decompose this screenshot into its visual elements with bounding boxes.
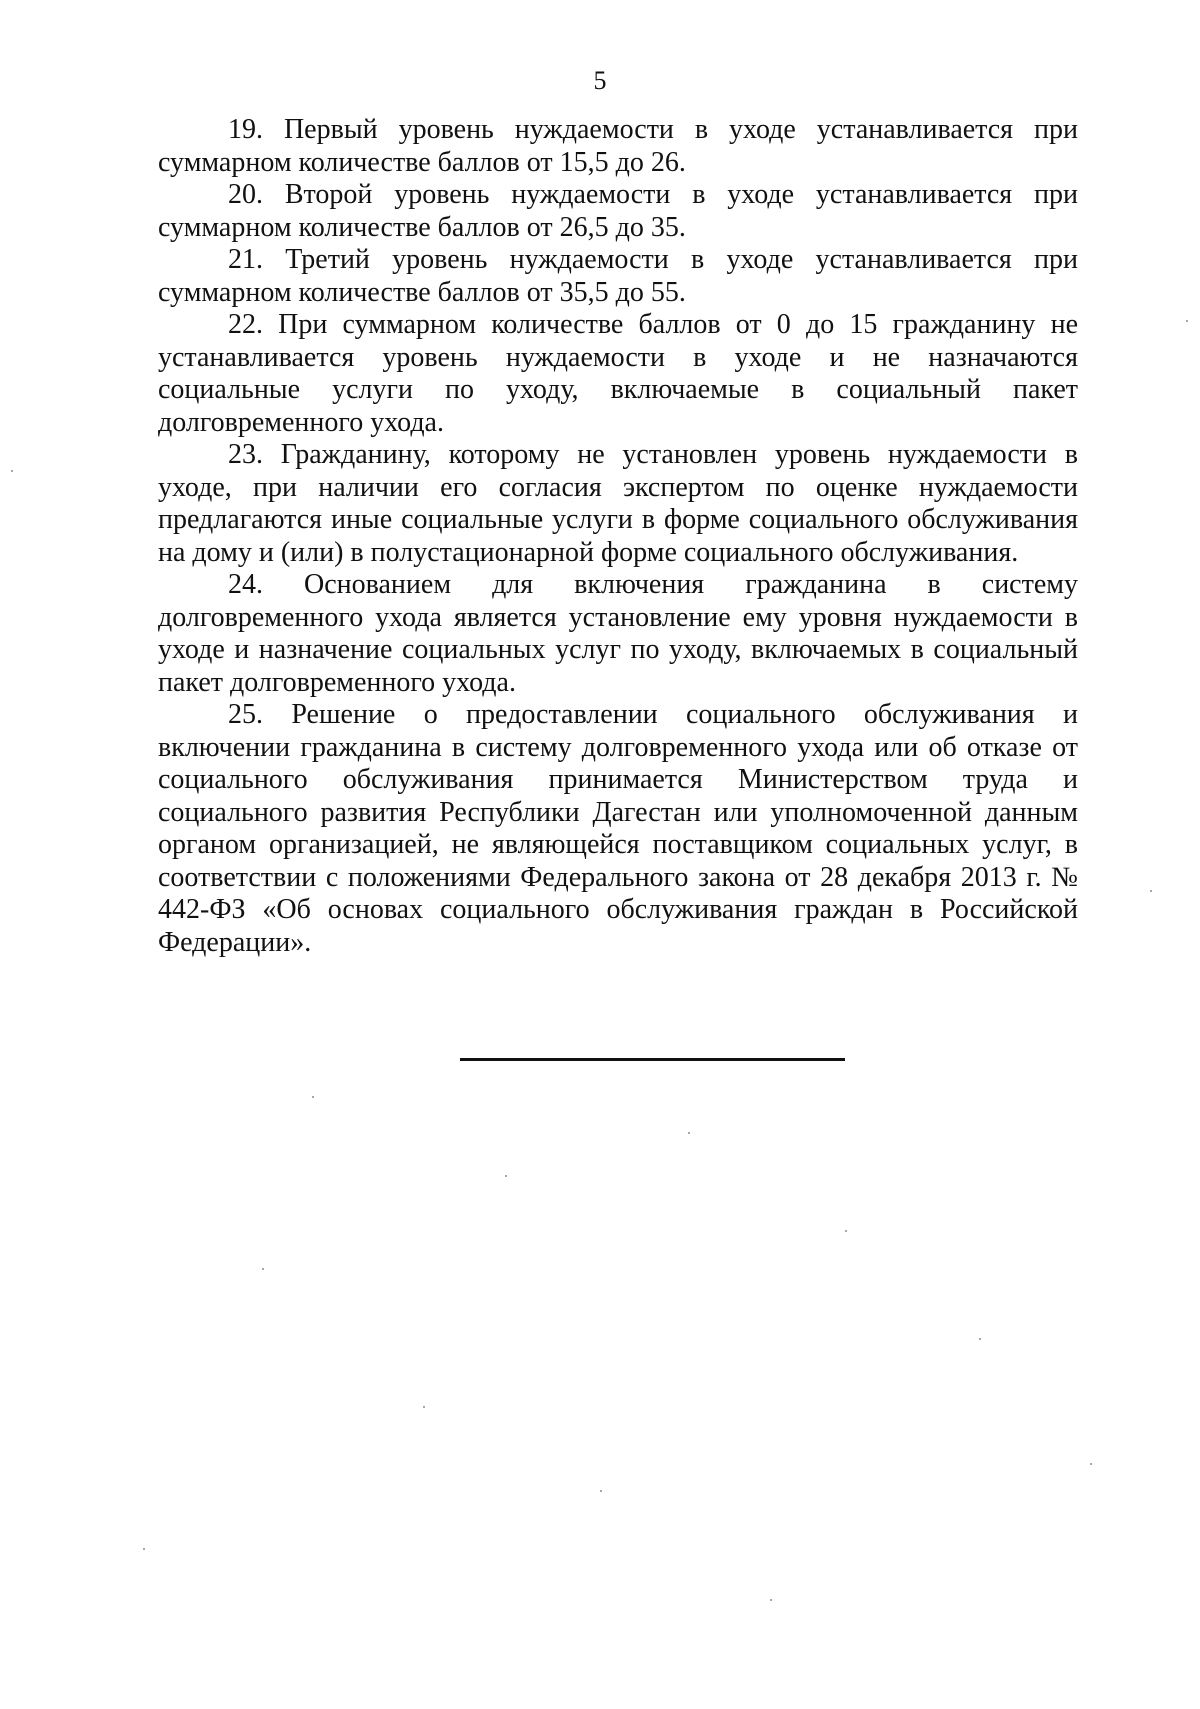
scan-speck — [1150, 890, 1152, 892]
paragraph-23: 23. Гражданину, которому не установлен уровень нуждаемости в уходе, при наличии его согласия экспертом по оценке нуждаемости предлагаются иные социальные услуги в форме социального обслуживания на дому и (или) в полустационарной форме социального обслуживания. — [158, 439, 1078, 568]
scan-speck — [312, 1096, 314, 1098]
document-body — [158, 114, 1078, 959]
scan-speck — [845, 1230, 847, 1232]
scan-speck — [1090, 1463, 1092, 1465]
paragraph-21: 21. Третий уровень нуждаемости в уходе устанавливается при суммарном количестве баллов от 35,5 до 55. — [158, 244, 1078, 308]
scan-speck — [770, 1599, 772, 1601]
page-number: 5 — [593, 66, 607, 95]
end-divider-line — [460, 1058, 845, 1061]
paragraph-24: 24. Основанием для включения гражданина в систему долговременного ухода является установление ему уровня нуждаемости в уходе и назначение социальных услуг по уходу, включаемых в социальный пакет долговременного ухода. — [158, 569, 1078, 698]
scan-speck — [979, 1338, 981, 1340]
paragraph-22: 22. При суммарном количестве баллов от 0 до 15 гражданину не устанавливается уровень нуждаемости в уходе и не назначаются социальные услуги по уходу, включаемые в социальный пакет долговременного ухода. — [158, 309, 1078, 438]
scan-speck — [11, 470, 13, 472]
scan-speck — [423, 1406, 425, 1408]
scan-speck — [600, 1490, 602, 1492]
scan-speck — [262, 1268, 264, 1270]
paragraph-19: 19. Первый уровень нуждаемости в уходе устанавливается при суммарном количестве баллов от 15,5 до 26. — [158, 114, 1078, 178]
scan-speck — [143, 1548, 145, 1550]
paragraph-20: 20. Второй уровень нуждаемости в уходе устанавливается при суммарном количестве баллов от 26,5 до 35. — [158, 179, 1078, 243]
scan-speck — [1186, 320, 1188, 322]
paragraph-25: 25. Решение о предоставлении социального обслуживания и включении гражданина в систему долговременного ухода или об отказе от социального обслуживания принимается Министерством труда и социального развития Республики Дагестан или уполномоченной данным органом организацией, не являющейся поставщиком социальных услуг, в соответствии с положениями Федерального закона от 28 декабря 2013 г. № 442-ФЗ «Об основах социального обслуживания граждан в Российской Федерации». — [158, 699, 1078, 958]
scan-speck — [505, 1175, 507, 1177]
scan-speck — [688, 1132, 690, 1134]
